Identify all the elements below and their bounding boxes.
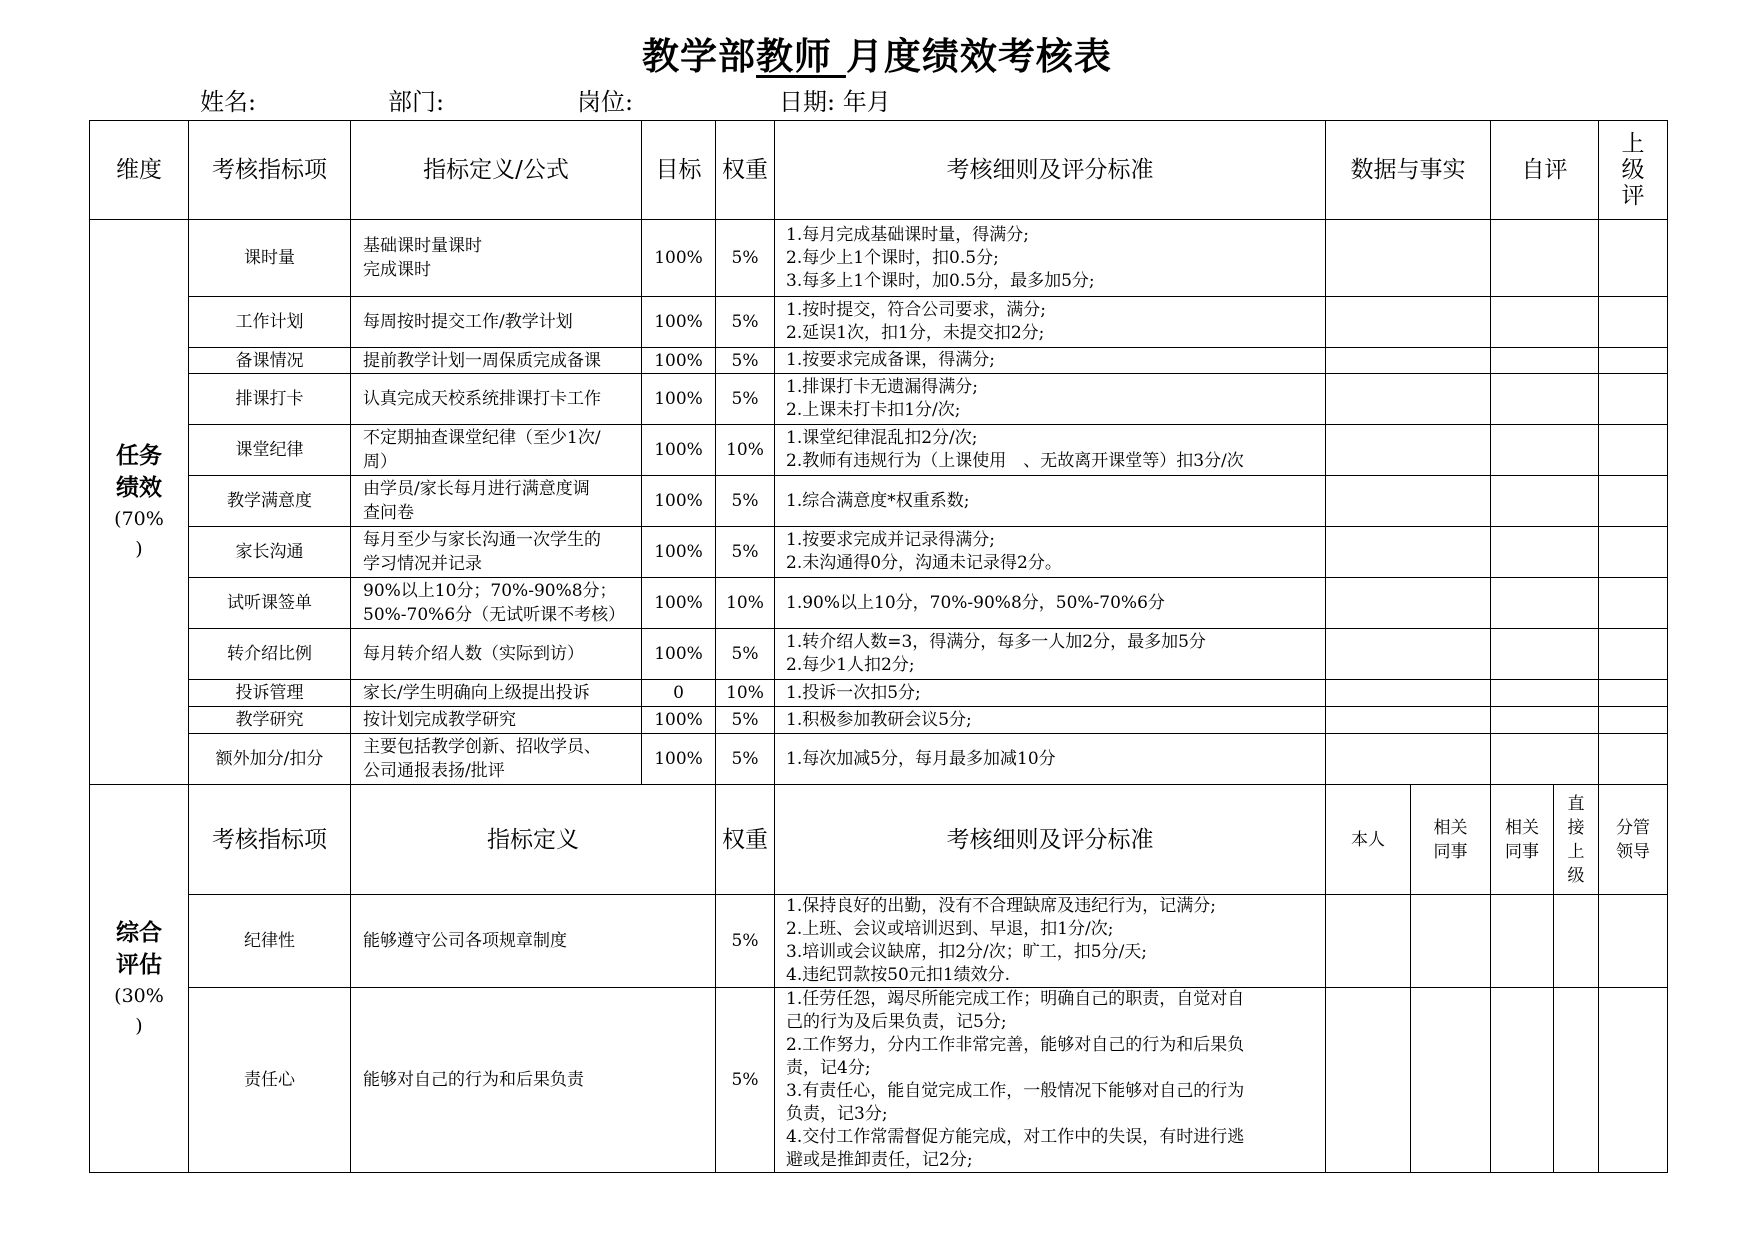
weight-cell: 5% (716, 348, 775, 374)
title-part-role: 教师 (756, 35, 846, 78)
def-line: 每月转介绍人数（实际到访） (363, 644, 584, 664)
self-eval-input[interactable] (1491, 425, 1599, 476)
item-cell: 责任心 (189, 988, 351, 1173)
self-eval-input[interactable] (1491, 476, 1599, 527)
rule-line: 1.任劳任怨，竭尽所能完成工作；明确自己的职责，自觉对自 (786, 989, 1245, 1009)
rule-line: 1.投诉一次扣5分; (786, 682, 921, 703)
supervisor-eval-input[interactable] (1599, 527, 1668, 578)
rule-line: 1.排课打卡无遗漏得满分; (786, 377, 978, 397)
dim-text-2: 绩效 (116, 475, 162, 501)
rule-line: 1.转介绍人数=3，得满分，每多一人加2分，最多加5分 (786, 632, 1206, 652)
rule-line: 4.违纪罚款按50元扣1绩效分. (786, 965, 1011, 985)
facts-input[interactable] (1326, 425, 1491, 476)
self-eval-input[interactable] (1491, 374, 1599, 425)
rule-line: 1.综合满意度*权重系数; (786, 490, 970, 511)
supervisor-eval-input[interactable] (1599, 425, 1668, 476)
self-eval-input[interactable] (1491, 578, 1599, 629)
def-line: 由学员/家长每月进行满意度调 (363, 479, 590, 499)
self-eval-input[interactable] (1491, 629, 1599, 680)
facts-input[interactable] (1326, 707, 1491, 734)
rule-line: 1.每次加减5分，每月最多加减10分 (786, 748, 1056, 769)
item-cell: 教学研究 (189, 707, 351, 734)
def-line: 周） (363, 452, 397, 472)
item-cell: 课堂纪律 (189, 425, 351, 476)
def-line: 基础课时量课时 (363, 236, 482, 256)
section2-header-row (90, 785, 1668, 895)
table-row (90, 527, 1668, 578)
target-cell: 100% (642, 476, 716, 527)
rule-cell (775, 374, 1326, 425)
s2-col-weight: 权重 (716, 785, 775, 895)
definition-cell (351, 680, 642, 707)
rule-cell (775, 220, 1326, 297)
direct-char: 直 (1567, 793, 1585, 814)
item-cell: 教学满意度 (189, 476, 351, 527)
rule-line: 2.教师有违规行为（上课使用 、无故离开课堂等）扣3分/次 (786, 451, 1244, 471)
supervisor-eval-input[interactable] (1599, 680, 1668, 707)
peer1-line: 同事 (1433, 841, 1468, 862)
s2-col-direct-supervisor (1554, 785, 1599, 895)
sup-char-3: 评 (1621, 183, 1645, 209)
definition-cell (351, 707, 642, 734)
table-row (90, 220, 1668, 297)
rule-cell (775, 988, 1326, 1173)
post-label: 岗位: (577, 88, 634, 116)
facts-input[interactable] (1326, 734, 1491, 785)
s2-col-peer-2 (1491, 785, 1554, 895)
def-line: 不定期抽查课堂纪律（至少1次/ (363, 428, 601, 448)
supervisor-eval-input[interactable] (1599, 734, 1668, 785)
peer2-line: 相关 (1505, 817, 1539, 838)
facts-input[interactable] (1326, 374, 1491, 425)
target-cell: 100% (642, 734, 716, 785)
leader-score-input[interactable] (1599, 895, 1668, 988)
rule-cell (775, 476, 1326, 527)
peer1-score-input[interactable] (1411, 895, 1491, 988)
peer2-score-input[interactable] (1491, 988, 1554, 1173)
rule-cell (775, 425, 1326, 476)
item-cell: 试听课签单 (189, 578, 351, 629)
direct-supervisor-score-input[interactable] (1554, 895, 1599, 988)
s2-col-leader (1599, 785, 1668, 895)
rule-line: 1.按要求完成并记录得满分; (786, 530, 995, 550)
weight-cell: 5% (716, 629, 775, 680)
rule-line: 2.延误1次，扣1分，未提交扣2分; (786, 323, 1045, 343)
target-cell: 100% (642, 527, 716, 578)
self-eval-input[interactable] (1491, 220, 1599, 297)
def-line: 提前教学计划一周保质完成备课 (363, 350, 601, 371)
def-line: 按计划完成教学研究 (363, 710, 516, 730)
dim-text-2: 评估 (116, 951, 162, 978)
definition-cell (351, 374, 642, 425)
weight-cell: 5% (716, 707, 775, 734)
supervisor-eval-input[interactable] (1599, 629, 1668, 680)
dim-pct-1: (30% (114, 984, 164, 1007)
weight-cell: 10% (716, 578, 775, 629)
date-value: 年月 (842, 88, 891, 116)
item-cell: 排课打卡 (189, 374, 351, 425)
def-line: 公司通报表扬/批评 (363, 761, 505, 781)
table-row (90, 297, 1668, 348)
weight-cell: 5% (716, 988, 775, 1173)
self-eval-input[interactable] (1491, 527, 1599, 578)
definition-cell (351, 527, 642, 578)
weight-cell: 5% (716, 220, 775, 297)
rule-line: 1.按时提交，符合公司要求，满分; (786, 300, 1046, 320)
rule-line: 2.未沟通得0分，沟通未记录得2分。 (786, 553, 1062, 573)
direct-char: 级 (1567, 865, 1585, 886)
def-line: 每周按时提交工作/教学计划 (363, 312, 573, 332)
rule-cell (775, 680, 1326, 707)
col-dimension: 维度 (90, 121, 189, 220)
self-eval-input[interactable] (1491, 680, 1599, 707)
facts-input[interactable] (1326, 527, 1491, 578)
table-row (90, 988, 1668, 1173)
table-row (90, 425, 1668, 476)
rule-line: 1.按要求完成备课，得满分; (786, 350, 995, 370)
supervisor-eval-input[interactable] (1599, 297, 1668, 348)
facts-input[interactable] (1326, 578, 1491, 629)
rule-line: 3.每多上1个课时，加0.5分，最多加5分; (786, 270, 1095, 291)
dimension-task-performance (90, 220, 189, 785)
definition-cell: 能够遵守公司各项规章制度 (351, 895, 716, 988)
rule-cell (775, 895, 1326, 988)
self-eval-input[interactable] (1491, 734, 1599, 785)
table-row (90, 629, 1668, 680)
rule-cell (775, 578, 1326, 629)
weight-cell: 5% (716, 476, 775, 527)
col-weight: 权重 (716, 121, 775, 220)
facts-input[interactable] (1326, 476, 1491, 527)
definition-cell (351, 297, 642, 348)
date-label-text: 日期: (779, 88, 836, 116)
rule-line: 1.积极参加教研会议5分; (786, 709, 972, 730)
direct-char: 接 (1567, 817, 1585, 838)
dim-text-1: 综合 (116, 919, 162, 946)
weight-cell: 5% (716, 527, 775, 578)
peer2-line: 同事 (1505, 841, 1539, 862)
s2-col-definition: 指标定义 (351, 785, 716, 895)
weight-cell: 5% (716, 297, 775, 348)
item-cell: 投诉管理 (189, 680, 351, 707)
peer1-line: 相关 (1433, 817, 1468, 838)
direct-supervisor-score-input[interactable] (1554, 988, 1599, 1173)
target-cell: 100% (642, 578, 716, 629)
target-cell: 100% (642, 707, 716, 734)
target-cell: 100% (642, 374, 716, 425)
col-item: 考核指标项 (189, 121, 351, 220)
col-target: 目标 (642, 121, 716, 220)
rule-line: 避或是推卸责任，记2分; (786, 1150, 973, 1170)
rule-line: 4.交付工作常需督促方能完成，对工作中的失误，有时进行逃 (786, 1127, 1245, 1147)
item-cell: 课时量 (189, 220, 351, 297)
supervisor-eval-input[interactable] (1599, 374, 1668, 425)
col-rules: 考核细则及评分标准 (775, 121, 1326, 220)
item-cell: 转介绍比例 (189, 629, 351, 680)
leader-score-input[interactable] (1599, 988, 1668, 1173)
def-line: 认真完成天校系统排课打卡工作 (363, 389, 601, 409)
rule-line: 3.有责任心，能自觉完成工作，一般情况下能够对自己的行为 (786, 1081, 1245, 1101)
rule-cell (775, 297, 1326, 348)
definition-cell (351, 425, 642, 476)
dimension-comprehensive-eval (90, 785, 189, 1173)
def-line: 学习情况并记录 (363, 554, 482, 574)
definition-cell (351, 629, 642, 680)
name-label: 姓名: (200, 88, 257, 116)
self-eval-input[interactable] (1491, 348, 1599, 374)
supervisor-eval-input[interactable] (1599, 220, 1668, 297)
header-row (90, 121, 1668, 220)
table-row (90, 680, 1668, 707)
table-row (90, 476, 1668, 527)
peer1-score-input[interactable] (1411, 988, 1491, 1173)
rule-line: 2.工作努力，分内工作非常完善，能够对自己的行为和后果负 (786, 1035, 1245, 1055)
rule-line: 1.90%以上10分，70%-90%8分，50%-70%6分 (786, 592, 1165, 613)
def-line: 主要包括教学创新、招收学员、 (363, 737, 601, 757)
facts-input[interactable] (1326, 297, 1491, 348)
def-line: 50%-70%6分（无试听课不考核） (363, 605, 626, 625)
weight-cell: 10% (716, 425, 775, 476)
self-score-input[interactable] (1326, 895, 1411, 988)
table-row (90, 734, 1668, 785)
assessment-table (89, 120, 1668, 1173)
definition-cell (351, 578, 642, 629)
sup-char-1: 上 (1621, 131, 1645, 157)
leader-line: 分管 (1616, 817, 1650, 838)
definition-cell (351, 476, 642, 527)
rule-line: 1.每月完成基础课时量，得满分; (786, 224, 1029, 245)
rule-line: 2.上课未打卡扣1分/次; (786, 400, 961, 420)
dept-label: 部门: (388, 88, 445, 116)
target-cell: 100% (642, 348, 716, 374)
rule-cell (775, 707, 1326, 734)
supervisor-eval-input[interactable] (1599, 348, 1668, 374)
weight-cell: 5% (716, 374, 775, 425)
item-cell: 工作计划 (189, 297, 351, 348)
dim-pct-2: ) (135, 1014, 143, 1037)
target-cell: 0 (642, 680, 716, 707)
definition-cell (351, 734, 642, 785)
rule-line: 2.每少1人扣2分; (786, 655, 915, 675)
rule-line: 负责，记3分; (786, 1104, 888, 1124)
rule-line: 1.保持良好的出勤，没有不合理缺席及违纪行为，记满分; (786, 896, 1216, 916)
definition-cell: 能够对自己的行为和后果负责 (351, 988, 716, 1173)
rule-line: 己的行为及后果负责，记5分; (786, 1012, 1007, 1032)
dim-pct-2: ) (135, 538, 143, 560)
rule-line: 3.培训或会议缺席，扣2分/次；旷工，扣5分/天; (786, 942, 1148, 962)
dim-pct-1: (70% (114, 508, 164, 530)
s2-col-peer-1 (1411, 785, 1491, 895)
rule-cell (775, 629, 1326, 680)
s2-col-item: 考核指标项 (189, 785, 351, 895)
col-supervisor-eval (1599, 121, 1668, 220)
def-line: 查问卷 (363, 503, 414, 523)
target-cell: 100% (642, 220, 716, 297)
facts-input[interactable] (1326, 220, 1491, 297)
title-part-form: 月度绩效考核表 (845, 35, 1112, 78)
def-line: 完成课时 (363, 260, 431, 280)
item-cell: 备课情况 (189, 348, 351, 374)
dim-text-1: 任务 (116, 443, 162, 469)
item-cell: 家长沟通 (189, 527, 351, 578)
facts-input[interactable] (1326, 629, 1491, 680)
rule-cell (775, 348, 1326, 374)
rule-line: 1.课堂纪律混乱扣2分/次; (786, 428, 978, 448)
col-facts: 数据与事实 (1326, 121, 1491, 220)
item-cell: 纪律性 (189, 895, 351, 988)
supervisor-eval-input[interactable] (1599, 578, 1668, 629)
supervisor-eval-input[interactable] (1599, 707, 1668, 734)
definition-cell (351, 220, 642, 297)
rule-cell (775, 527, 1326, 578)
direct-char: 上 (1567, 841, 1585, 862)
self-eval-input[interactable] (1491, 707, 1599, 734)
facts-input[interactable] (1326, 348, 1491, 374)
facts-input[interactable] (1326, 680, 1491, 707)
table-row (90, 374, 1668, 425)
table-row (90, 707, 1668, 734)
definition-cell (351, 348, 642, 374)
s2-col-rules: 考核细则及评分标准 (775, 785, 1326, 895)
rule-line: 2.每少上1个课时，扣0.5分; (786, 247, 999, 268)
col-definition: 指标定义/公式 (351, 121, 642, 220)
leader-line: 领导 (1616, 841, 1650, 862)
table-row (90, 578, 1668, 629)
s2-col-self: 本人 (1326, 785, 1411, 895)
def-line: 家长/学生明确向上级提出投诉 (363, 683, 590, 703)
sup-char-2: 级 (1621, 157, 1645, 183)
rule-line: 2.上班、会议或培训迟到、早退，扣1分/次; (786, 919, 1114, 939)
col-self-eval: 自评 (1491, 121, 1599, 220)
table-row (90, 895, 1668, 988)
rule-line: 责，记4分; (786, 1058, 871, 1078)
self-eval-input[interactable] (1491, 297, 1599, 348)
rule-cell (775, 734, 1326, 785)
self-score-input[interactable] (1326, 988, 1411, 1173)
target-cell: 100% (642, 629, 716, 680)
supervisor-eval-input[interactable] (1599, 476, 1668, 527)
page-title (0, 26, 1754, 80)
item-cell: 额外加分/扣分 (189, 734, 351, 785)
def-line: 每月至少与家长沟通一次学生的 (363, 530, 601, 550)
def-line: 90%以上10分；70%-90%8分； (363, 581, 617, 601)
table-row (90, 348, 1668, 374)
title-part-dept: 教学部 (642, 35, 757, 78)
weight-cell: 10% (716, 680, 775, 707)
weight-cell: 5% (716, 734, 775, 785)
target-cell: 100% (642, 425, 716, 476)
weight-cell: 5% (716, 895, 775, 988)
peer2-score-input[interactable] (1491, 895, 1554, 988)
date-label (779, 82, 891, 117)
target-cell: 100% (642, 297, 716, 348)
